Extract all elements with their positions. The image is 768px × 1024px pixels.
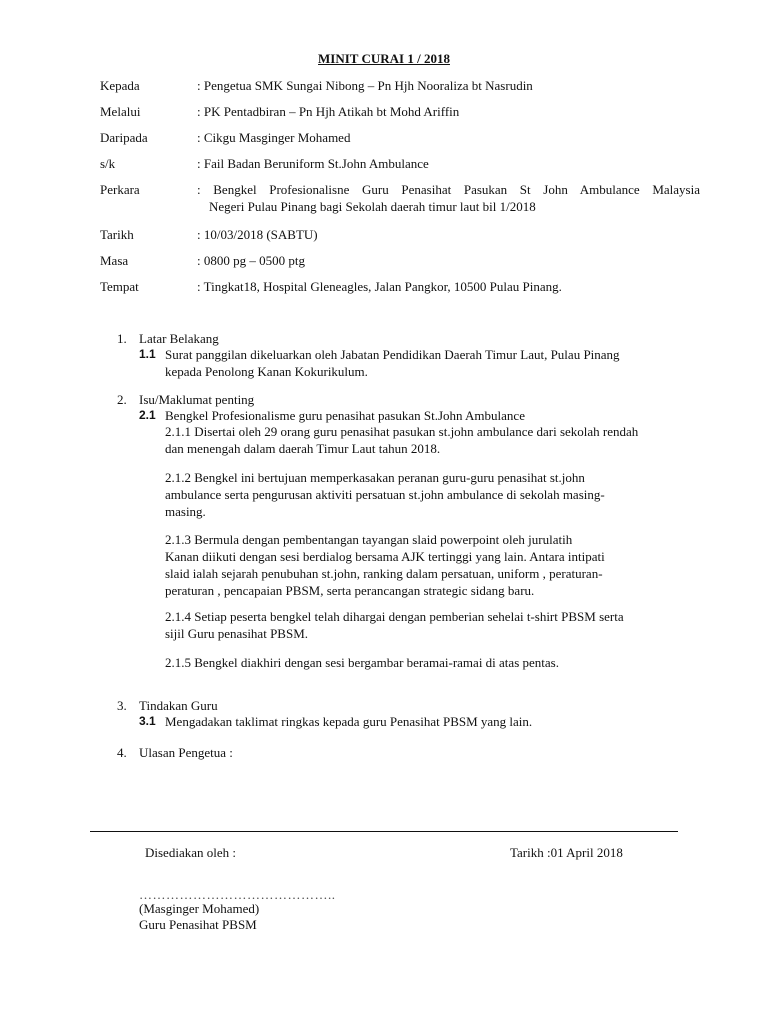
section-number: 1. <box>117 331 127 346</box>
header-value: : Cikgu Masginger Mohamed <box>197 130 351 145</box>
header-key: Perkara <box>100 182 140 197</box>
horizontal-divider <box>90 831 678 832</box>
header-value: : 10/03/2018 (SABTU) <box>197 227 318 242</box>
paragraph-2-1-3: 2.1.3 Bermula dengan pembentangan tayangan slaid powerpoint oleh jurulatih Kanan diikuti dengan sesi berdialog bersama AJK tertinggi yang lain. Antara intipati slaid ialah sejarah penubuhan st.john, ranking dalam persatuan, uniform , peraturan- peraturan , pencapaian PBSM, serta perancangan strategic sidang baru. <box>165 532 605 598</box>
footer-date: Tarikh :01 April 2018 <box>510 845 623 860</box>
subsection-number: 3.1 <box>139 714 156 728</box>
header-key: Tarikh <box>100 227 134 242</box>
header-value <box>197 181 700 215</box>
section-title: Ulasan Pengetua : <box>139 745 233 760</box>
subsection-number: 1.1 <box>139 347 156 361</box>
subsection-text: Bengkel Profesionalisme guru penasihat pasukan St.John Ambulance <box>165 408 525 423</box>
header-key: Daripada <box>100 130 148 145</box>
header-value: : Tingkat18, Hospital Gleneagles, Jalan Pangkor, 10500 Pulau Pinang. <box>197 279 562 294</box>
signature-dotted-line: …………………………………….. <box>139 887 336 902</box>
header-key: Melalui <box>100 104 141 119</box>
header-key: s/k <box>100 156 116 171</box>
prepared-by-label: Disediakan oleh : <box>145 845 236 860</box>
document-title: MINIT CURAI 1 / 2018 <box>318 51 450 66</box>
header-key: Tempat <box>100 279 139 294</box>
paragraph-2-1-2: 2.1.2 Bengkel ini bertujuan memperkasakan peranan guru-guru penasihat st.john ambulance serta pengurusan aktiviti persatuan st.john ambulance di sekolah masing- masing. <box>165 470 605 519</box>
header-value: : 0800 pg – 0500 ptg <box>197 253 305 268</box>
perkara-line-2: Negeri Pulau Pinang bagi Sekolah daerah timur laut bil 1/2018 <box>209 199 536 214</box>
paragraph-2-1-1: 2.1.1 Disertai oleh 29 orang guru penasihat pasukan st.john ambulance dari sekolah rendah dan menengah dalam daerah Timur Laut tahun 2018. <box>165 424 639 456</box>
subsection-text: Mengadakan taklimat ringkas kepada guru Penasihat PBSM yang lain. <box>165 714 533 729</box>
subsection-number: 2.1 <box>139 408 156 422</box>
signatory-name: (Masginger Mohamed) <box>139 901 260 916</box>
section-number: 3. <box>117 698 127 713</box>
section-title: Tindakan Guru <box>139 698 218 713</box>
header-key: Kepada <box>100 78 140 93</box>
header-value: : Fail Badan Beruniform St.John Ambulance <box>197 156 429 171</box>
section-title: Isu/Maklumat penting <box>139 392 255 407</box>
paragraph-2-1-5: 2.1.5 Bengkel diakhiri dengan sesi bergambar beramai-ramai di atas pentas. <box>165 655 559 670</box>
perkara-line-1: : Bengkel Profesionalisne Guru Penasihat Pasukan St John Ambulance Malaysia <box>197 182 700 197</box>
header-value: : PK Pentadbiran – Pn Hjh Atikah bt Mohd Ariffin <box>197 104 460 119</box>
section-title: Latar Belakang <box>139 331 219 346</box>
signatory-position: Guru Penasihat PBSM <box>139 917 257 932</box>
header-value: : Pengetua SMK Sungai Nibong – Pn Hjh Nooraliza bt Nasrudin <box>197 78 533 93</box>
section-number: 2. <box>117 392 127 407</box>
section-number: 4. <box>117 745 127 760</box>
paragraph-2-1-4: 2.1.4 Setiap peserta bengkel telah dihargai dengan pemberian sehelai t-shirt PBSM serta sijil Guru penasihat PBSM. <box>165 609 624 641</box>
subsection-text: Surat panggilan dikeluarkan oleh Jabatan Pendidikan Daerah Timur Laut, Pulau Pinang kepada Penolong Kanan Kokurikulum. <box>165 347 620 379</box>
header-key: Masa <box>100 253 129 268</box>
